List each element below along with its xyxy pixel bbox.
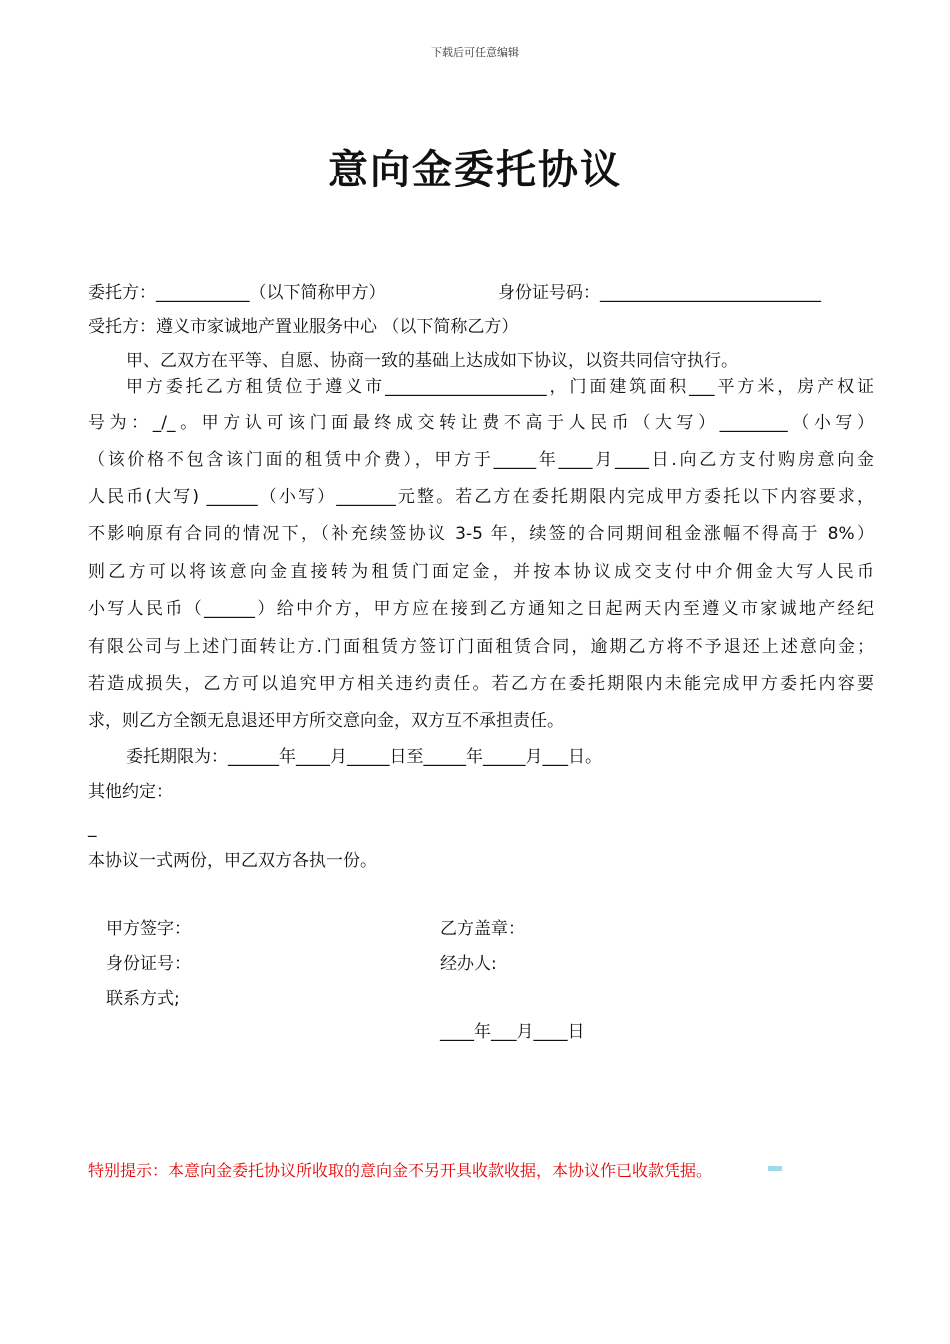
other-terms-label: 其他约定： [88, 782, 173, 802]
body-line-6: 不影响原有合同的情况下，（补充续签协议 3-5 年，续签的合同期间租金涨幅不得高于 8%） [88, 524, 874, 544]
party-a-sign-label: 甲方签字： [106, 919, 191, 939]
body-line-8: 小写人民币（______）给中介方，甲方应在接到乙方通知之日起两天内至遵义市家诚地产经纪 [88, 599, 874, 619]
other-terms-value: _ [88, 818, 97, 838]
body-line-9: 有限公司与上述门面转让方.门面租赁方签订门面租赁合同，逾期乙方将不予退还上述意向金； [88, 637, 874, 657]
party-a-id-label: 身份证号： [106, 954, 191, 974]
special-notice: 特别提示：本意向金委托协议所收取的意向金不另开具收款收据，本协议作已收款凭据。 [88, 1161, 713, 1180]
contact-label: 联系方式; [106, 989, 180, 1009]
document-title: 意向金委托协议 [328, 147, 622, 193]
header-note: 下载后可任意编辑 [431, 46, 519, 59]
body-line-7: 则乙方可以将该意向金直接转为租赁门面定金，并按本协议成交支付中介佣金大写人民币 [88, 562, 874, 582]
body-line-2: 甲方委托乙方租赁位于遵义市___________________，门面建筑面积___平方米，房产权证 [126, 377, 874, 397]
principal-line: 委托方：___________（以下简称甲方） [88, 283, 386, 303]
body-line-5: 人民币(大写) ______（小写）_______元整。若乙方在委托期限内完成甲方委托以下内容要求， [88, 487, 874, 507]
body-line-11: 求，则乙方全额无息退还甲方所交意向金，双方互不承担责任。 [88, 711, 564, 731]
agent-line: 受托方：遵义市家诚地产置业服务中心 （以下简称乙方） [88, 317, 519, 337]
party-b-seal-label: 乙方盖章： [440, 919, 525, 939]
signature-date: ____年___月____日 [440, 1022, 585, 1042]
copies-line: 本协议一式两份，甲乙双方各执一份。 [88, 851, 377, 871]
id-number-line: 身份证号码：__________________________ [498, 283, 821, 303]
body-line-10: 若造成损失，乙方可以追究甲方相关违约责任。若乙方在委托期限内未能完成甲方委托内容要 [88, 674, 874, 694]
highlight-marker [768, 1166, 782, 1171]
body-line-1: 甲、乙双方在平等、自愿、协商一致的基础上达成如下协议，以资共同信守执行。 [126, 351, 738, 371]
body-line-4: （该价格不包含该门面的租赁中介费），甲方于_____年____月____日.向乙方支付购房意向金 [88, 450, 874, 470]
period-line: 委托期限为：______年____月_____日至_____年_____月___日。 [126, 747, 602, 767]
handler-label: 经办人: [440, 954, 497, 974]
body-line-3: 号为：_/_。甲方认可该门面最终成交转让费不高于人民币（大写）________（小写） [88, 413, 874, 433]
